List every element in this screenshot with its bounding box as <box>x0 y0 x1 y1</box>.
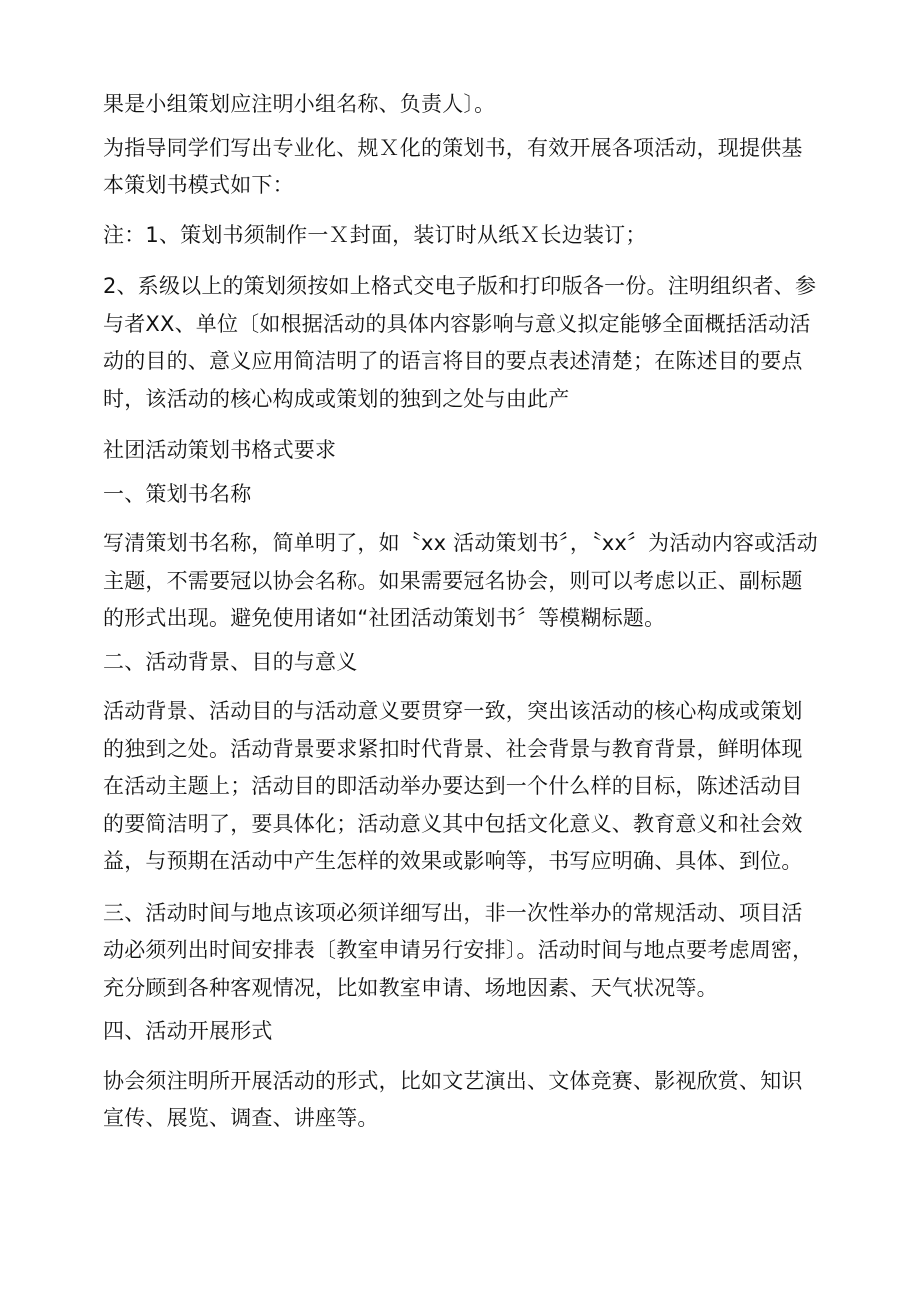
paragraph-continuation: 果是小组策划应注明小组名称、负责人〕。 <box>103 92 496 116</box>
section-body-2: 活动背景、活动目的与活动意义要贯穿一致，突出该活动的核心构成或策划的独到之处。活动背景要求紧扣时代背景、社会背景与教育背景，鲜明体现在活动主题上；活动目的即活动举办要达到一个什么样的目标，陈述活动目的要简洁明了，要具体化；活动意义其中包括文化意义、教育意义和社会效益，与预期在活动中产生怎样的效果或影响等，书写应明确、具体、到位。 <box>103 699 803 873</box>
section-body-1: 写清策划书名称，简单明了，如〝xx 活动策划书〞，〝xx〞为活动内容或活动主题，不需要冠以协会名称。如果需要冠名协会，则可以考虑以正、副标题的形式出现。避免使用诸如“社团活动策划书〞等模糊标题。 <box>103 531 818 630</box>
section-body-4: 协会须注明所开展活动的形式，比如文艺演出、文体竞赛、影视欣赏、知识宣传、展览、调查、讲座等。 <box>103 1068 803 1130</box>
paragraph-intro: 为指导同学们写出专业化、规Ｘ化的策划书，有效开展各项活动，现提供基本策划书模式如下： <box>103 135 803 197</box>
document-body <box>103 86 818 1138</box>
section-heading-4: 四、活动开展形式 <box>103 1019 273 1043</box>
document-title: 社团活动策划书格式要求 <box>103 438 337 462</box>
paragraph-note-1: 注：1、策划书须制作一Ｘ封面，装订时从纸Ｘ长边装订； <box>103 222 647 247</box>
paragraph-note-2: 2、系级以上的策划须按如上格式交电子版和打印版各一份。注明组织者、参与者XX、单位〔如根据活动的具体内容影响与意义拟定能够全面概括活动活动的目的、意义应用简洁明了的语言将目的要点表述清楚；在陈述目的要点时，该活动的核心构成或策划的独到之处与由此产 <box>103 274 817 411</box>
section-body-3: 三、活动时间与地点该项必须详细写出，非一次性举办的常规活动、项目活动必须列出时间安排表〔教室申请另行安排〕。活动时间与地点要考虑周密，充分顾到各种客观情况，比如教室申请、场地因素、天气状况等。 <box>103 900 814 1000</box>
section-heading-2: 二、活动背景、目的与意义 <box>103 649 358 674</box>
section-heading-1: 一、策划书名称 <box>103 481 252 506</box>
